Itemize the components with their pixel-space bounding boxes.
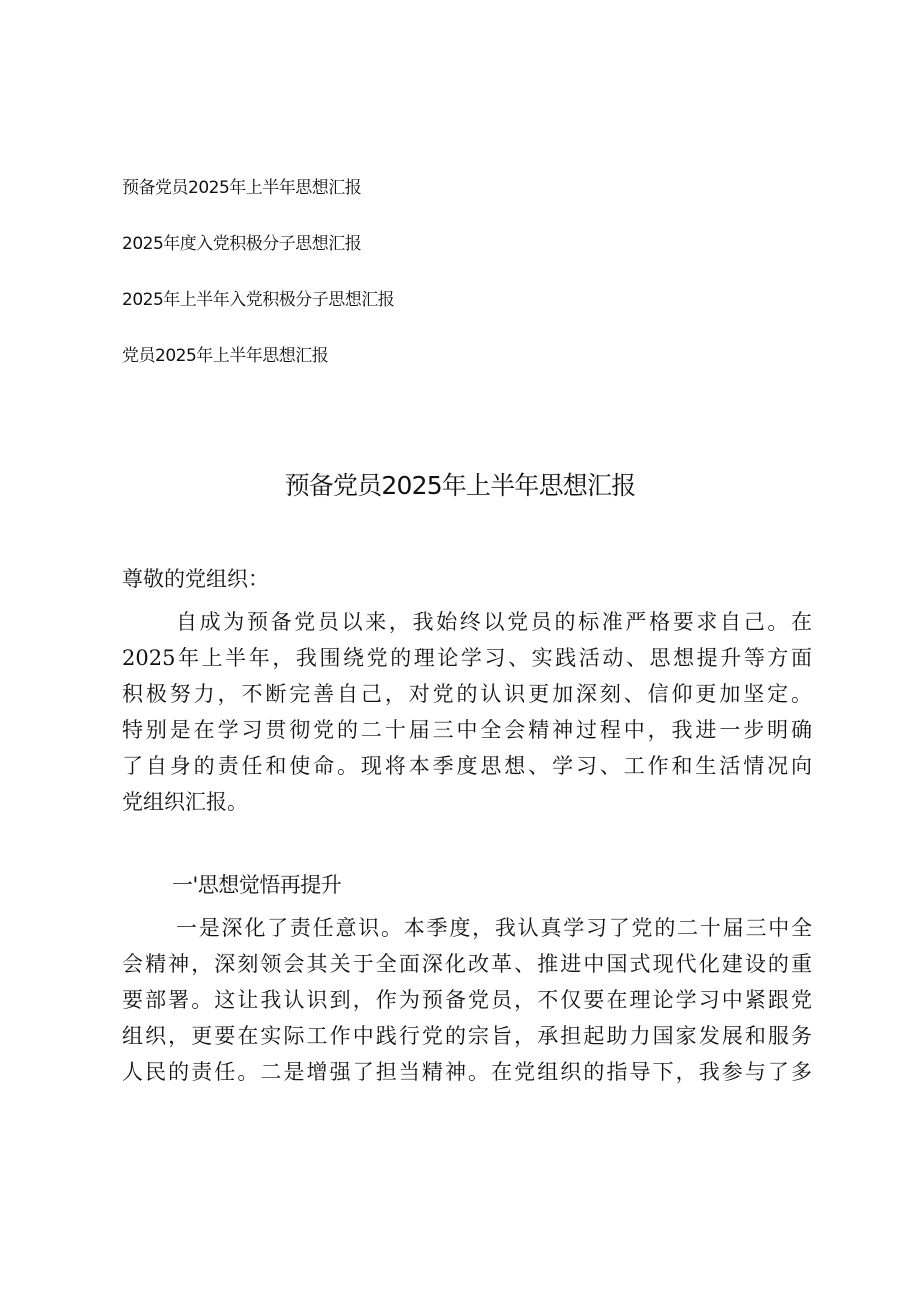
toc-item: 2025年度入党积极分子思想汇报 [122, 234, 362, 254]
paragraph-line: 会精神，深刻领会其关于全面深化改革、推进中国式现代化建设的重 [122, 952, 812, 976]
paragraph-line: 人民的责任。二是增强了担当精神。在党组织的指导下，我参与了多 [122, 1060, 812, 1084]
salutation: 尊敬的党组织： [122, 567, 269, 591]
section-paragraph [122, 910, 812, 1090]
paragraph-line: 组织，更要在实际工作中践行党的宗旨，承担起助力国家发展和服务 [122, 1024, 812, 1048]
paragraph-line: 积极努力，不断完善自己，对党的认识更加深刻、信仰更加坚定。 [122, 682, 812, 706]
paragraph-line: 一是深化了责任意识。本季度，我认真学习了党的二十届三中全 [176, 916, 812, 940]
paragraph-line: 2025年上半年，我围绕党的理论学习、实践活动、思想提升等方面 [122, 646, 812, 670]
paragraph-line: 要部署。这让我认识到，作为预备党员，不仅要在理论学习中紧跟党 [122, 988, 812, 1012]
toc-item: 党员2025年上半年思想汇报 [122, 346, 329, 366]
table-of-contents [122, 178, 722, 402]
paragraph-line: 党组织汇报。 [122, 790, 248, 814]
toc-item: 2025年上半年入党积极分子思想汇报 [122, 290, 395, 310]
paragraph-line: 自成为预备党员以来，我始终以党员的标准严格要求自己。在 [176, 610, 812, 634]
intro-paragraph [122, 604, 812, 820]
section-heading: 一'思想觉悟再提升 [172, 873, 342, 897]
toc-item: 预备党员2025年上半年思想汇报 [122, 178, 362, 198]
document-title: 预备党员2025年上半年思想汇报 [284, 471, 636, 500]
paragraph-line: 了自身的责任和使命。现将本季度思想、学习、工作和生活情况向 [122, 754, 812, 778]
paragraph-line: 特别是在学习贯彻党的二十届三中全会精神过程中，我进一步明确 [122, 718, 812, 742]
